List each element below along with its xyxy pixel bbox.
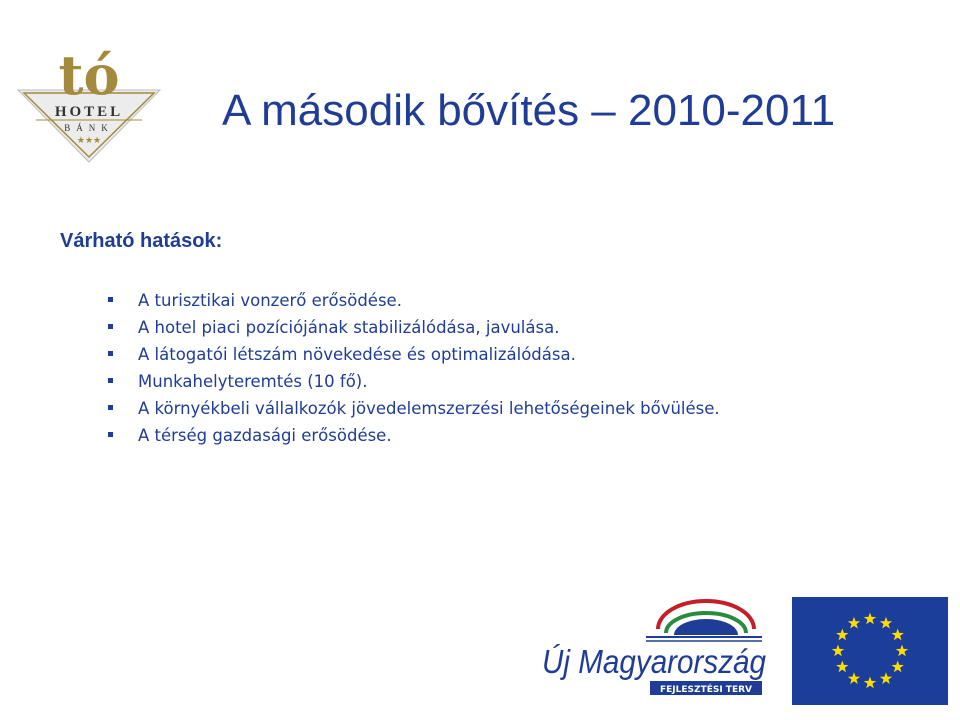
logo-stars: ★★★ — [76, 136, 102, 146]
program-logo-name: Új Magyarország — [542, 643, 767, 680]
section-subtitle: Várható hatások: — [60, 230, 223, 252]
eu-flag-icon — [792, 597, 948, 705]
logo-bank-text: BÁNK — [64, 123, 114, 133]
uj-magyarorszag-logo — [540, 597, 768, 701]
bullet-text: A látogatói létszám növekedése és optimalizálódása. — [138, 345, 576, 364]
logo-hotel-text: HOTEL — [54, 104, 124, 120]
bullet-text: A környékbeli vállalkozók jövedelemszerzési lehetőségeinek bővülése. — [138, 399, 720, 418]
bullet-item — [108, 368, 720, 395]
bullet-list — [108, 287, 720, 449]
bullet-item — [108, 395, 720, 422]
bullet-item — [108, 341, 720, 368]
bullet-text: Munkahelyteremtés (10 fő). — [138, 372, 368, 391]
bullet-item — [108, 287, 720, 314]
logo-to-text: tó — [58, 43, 120, 107]
slide-title: A második bővítés – 2010-2011 — [222, 86, 836, 135]
bullet-item — [108, 422, 720, 449]
bullet-text: A térség gazdasági erősödése. — [138, 426, 392, 445]
bullet-square-icon — [108, 405, 113, 410]
bullet-square-icon — [108, 378, 113, 383]
bullet-square-icon — [108, 432, 113, 437]
program-logo-tagline: FEJLESZTÉSI TERV — [660, 685, 752, 695]
bullet-text: A hotel piaci pozíciójának stabilizálódása, javulása. — [138, 318, 560, 337]
bullet-square-icon — [108, 297, 113, 302]
bullet-square-icon — [108, 324, 113, 329]
hotel-logo — [14, 42, 164, 164]
bullet-text: A turisztikai vonzerő erősödése. — [138, 291, 402, 310]
bullet-item — [108, 314, 720, 341]
bullet-square-icon — [108, 351, 113, 356]
